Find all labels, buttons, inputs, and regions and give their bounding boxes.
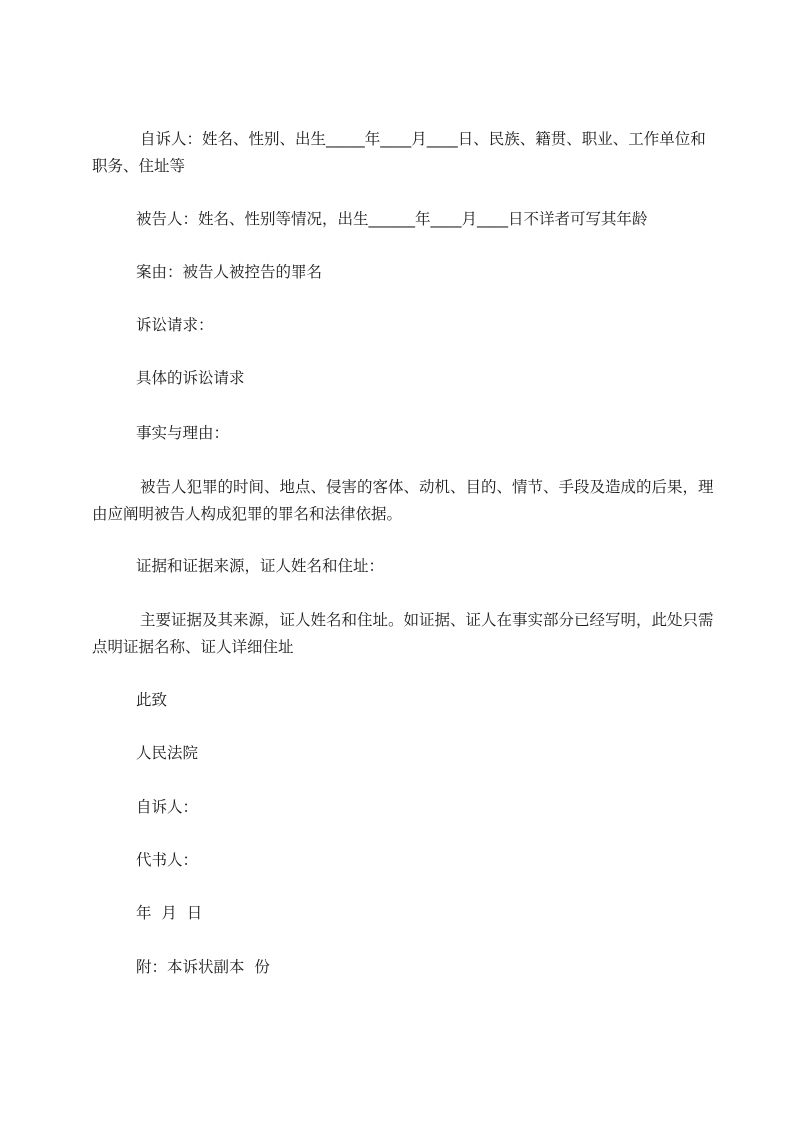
claims-heading	[92, 312, 714, 339]
salutation-text: 此致	[136, 691, 168, 709]
evidence-paragraph	[92, 607, 714, 661]
claims-heading-text: 诉讼请求：	[136, 316, 214, 334]
date-text: 年 月 日	[136, 904, 203, 922]
cause-text: 案由：被告人被控告的罪名	[136, 263, 323, 281]
scribe-signature-line	[92, 847, 714, 874]
facts-heading-text: 事实与理由：	[136, 424, 230, 442]
cause-paragraph	[92, 259, 714, 286]
evidence-heading-text: 证据和证据来源，证人姓名和住址：	[136, 557, 385, 575]
scribe-signature-text: 代书人：	[136, 851, 199, 869]
date-line	[92, 900, 714, 927]
plaintiff-text: 自诉人：姓名、性别、出生_____年____月____日、民族、籍贯、职业、工作单位和职务、住址等	[92, 130, 706, 175]
attachment-text: 附：本诉状副本 份	[136, 958, 270, 976]
claims-paragraph	[92, 365, 714, 392]
closing-salutation	[92, 687, 714, 714]
attachment-line	[92, 954, 714, 981]
evidence-heading	[92, 553, 714, 580]
facts-heading	[92, 420, 714, 447]
evidence-text: 主要证据及其来源，证人姓名和住址。如证据、证人在事实部分已经写明，此处只需点明证据名称、证人详细住址	[92, 611, 714, 656]
defendant-paragraph	[92, 206, 714, 233]
facts-paragraph	[92, 474, 714, 528]
court-line	[92, 740, 714, 767]
plaintiff-signature-line	[92, 794, 714, 821]
plaintiff-paragraph	[92, 126, 714, 180]
defendant-text: 被告人：姓名、性别等情况，出生______年____月____日不详者可写其年龄	[136, 210, 648, 228]
facts-text: 被告人犯罪的时间、地点、侵害的客体、动机、目的、情节、手段及造成的后果，理由应阐明被告人构成犯罪的罪名和法律依据。	[92, 478, 714, 523]
plaintiff-signature-text: 自诉人：	[136, 798, 199, 816]
claims-text: 具体的诉讼请求	[136, 369, 245, 387]
court-text: 人民法院	[136, 744, 199, 762]
